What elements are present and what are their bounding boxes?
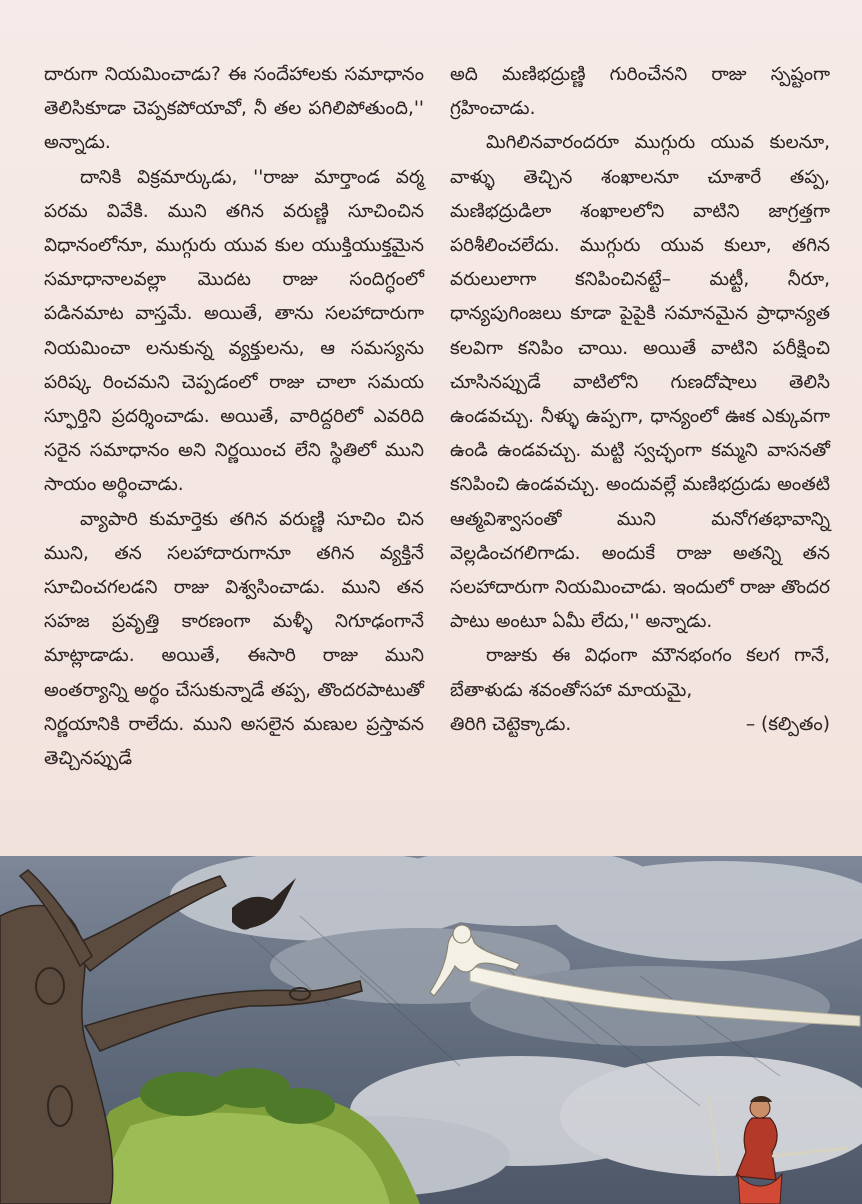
paragraph: దారుగా నియమించాడు? ఈ సందేహాలకు సమాధానం తెలిసికూడా చెప్పకపోయావో, నీ తల పగిలిపోతుంది,'' అన్నాడు. [44,64,424,154]
column-right [450,58,830,838]
illustration-svg [0,856,862,1204]
paragraph: దానికి విక్రమార్కుడు, ''రాజు మార్తాండ వర్మ పరమ వివేకి. ముని తగిన వరుణ్ణి సూచించిన విధానంలోనూ, ముగ్గురు యువ కుల యుక్తియుక్తమైన సమాధానాలవల్లా మొదట రాజు సందిగ్ధంలో పడినమాట వాస్తమే. అయితే, తాను సలహాదారుగా నియమించా లనుకున్న వ్యక్తులను, ఆ సమస్యను పరిష్క రించమని చెప్పడంలో రాజు చాలా సమయ స్ఫూర్తిని ప్రదర్శించాడు. అయితే, వారిద్దరిలో ఎవరిది సరైన సమాధానం అని నిర్ణయించ లేని స్థితిలో ముని సాయం అర్థించాడు. [44,166,424,496]
paragraph: వ్యాపారి కుమార్తెకు తగిన వరుణ్ణి సూచిం చిన ముని, తన సలహాదారుగానూ తగిన వ్యక్తినే సూచించగలడని రాజు విశ్వసించాడు. ముని తన సహజ ప్రవృత్తి కారణంగా మళ్ళీ నిగూఢంగానే మాట్లాడాడు. అయితే, ఈసారి రాజు ముని అంతర్యాన్ని అర్థం చేసుకున్నాడే తప్ప, తొందరపాటుతో నిర్ణయానికి రాలేదు. ముని అసలైన మణుల ప్రస్తావన తెచ్చినప్పుడే [44,508,424,770]
paragraph: అది మణిభద్రుణ్ణి గురించేనని రాజు స్పష్టంగా గ్రహించాడు. [450,64,830,120]
story-signoff [450,708,830,742]
paragraph: మిగిలినవారందరూ ముగ్గురు యువ కులనూ, వాళ్ళు తెచ్చిన శంఖాలనూ చూశారే తప్ప, మణిభద్రుడిలా శంఖాలలోని వాటిని జాగ్రత్తగా పరిశీలించలేదు. ముగ్గురు యువ కులూ, తగిన వరులులాగా కనిపించినట్టే– మట్టీ, నీరూ, ధాన్యపుగింజలు కూడా పైపైకి సమానమైన ప్రాధాన్యత కలవిగా కనిపిం చాయి. అయితే వాటిని పరీక్షించి చూసినప్పుడే వాటిలోని గుణదోషాలు తెలిసి ఉండవచ్చు. నీళ్ళు ఉప్పగా, ధాన్యంలో ఊక ఎక్కువగా ఉండి ఉండవచ్చు. మట్టి స్వచ్ఛంగా కమ్మని వాసనతో కనిపించి ఉండవచ్చు. అందువల్లే మణిభద్రుడు అంతటి ఆత్మవిశ్వాసంతో ముని మనోగతభావాన్ని వెల్లడించగలిగాడు. అందుకే రాజు అతన్ని తన సలహాదారుగా నియమించాడు. ఇందులో రాజు తొందర పాటు అంటూ ఏమీ లేదు,'' అన్నాడు. [450,132,830,633]
column-left [44,58,424,838]
story-credit: – (కల్పితం) [745,713,830,735]
last-line: తిరిగి చెట్టెక్కాడు. [450,713,572,735]
story-text [44,58,830,838]
story-illustration [0,856,862,1204]
paragraph: రాజుకు ఈ విధంగా మౌనభంగం కలగ గానే, బేతాళుడు శవంతోసహా మాయమై, [450,645,830,701]
